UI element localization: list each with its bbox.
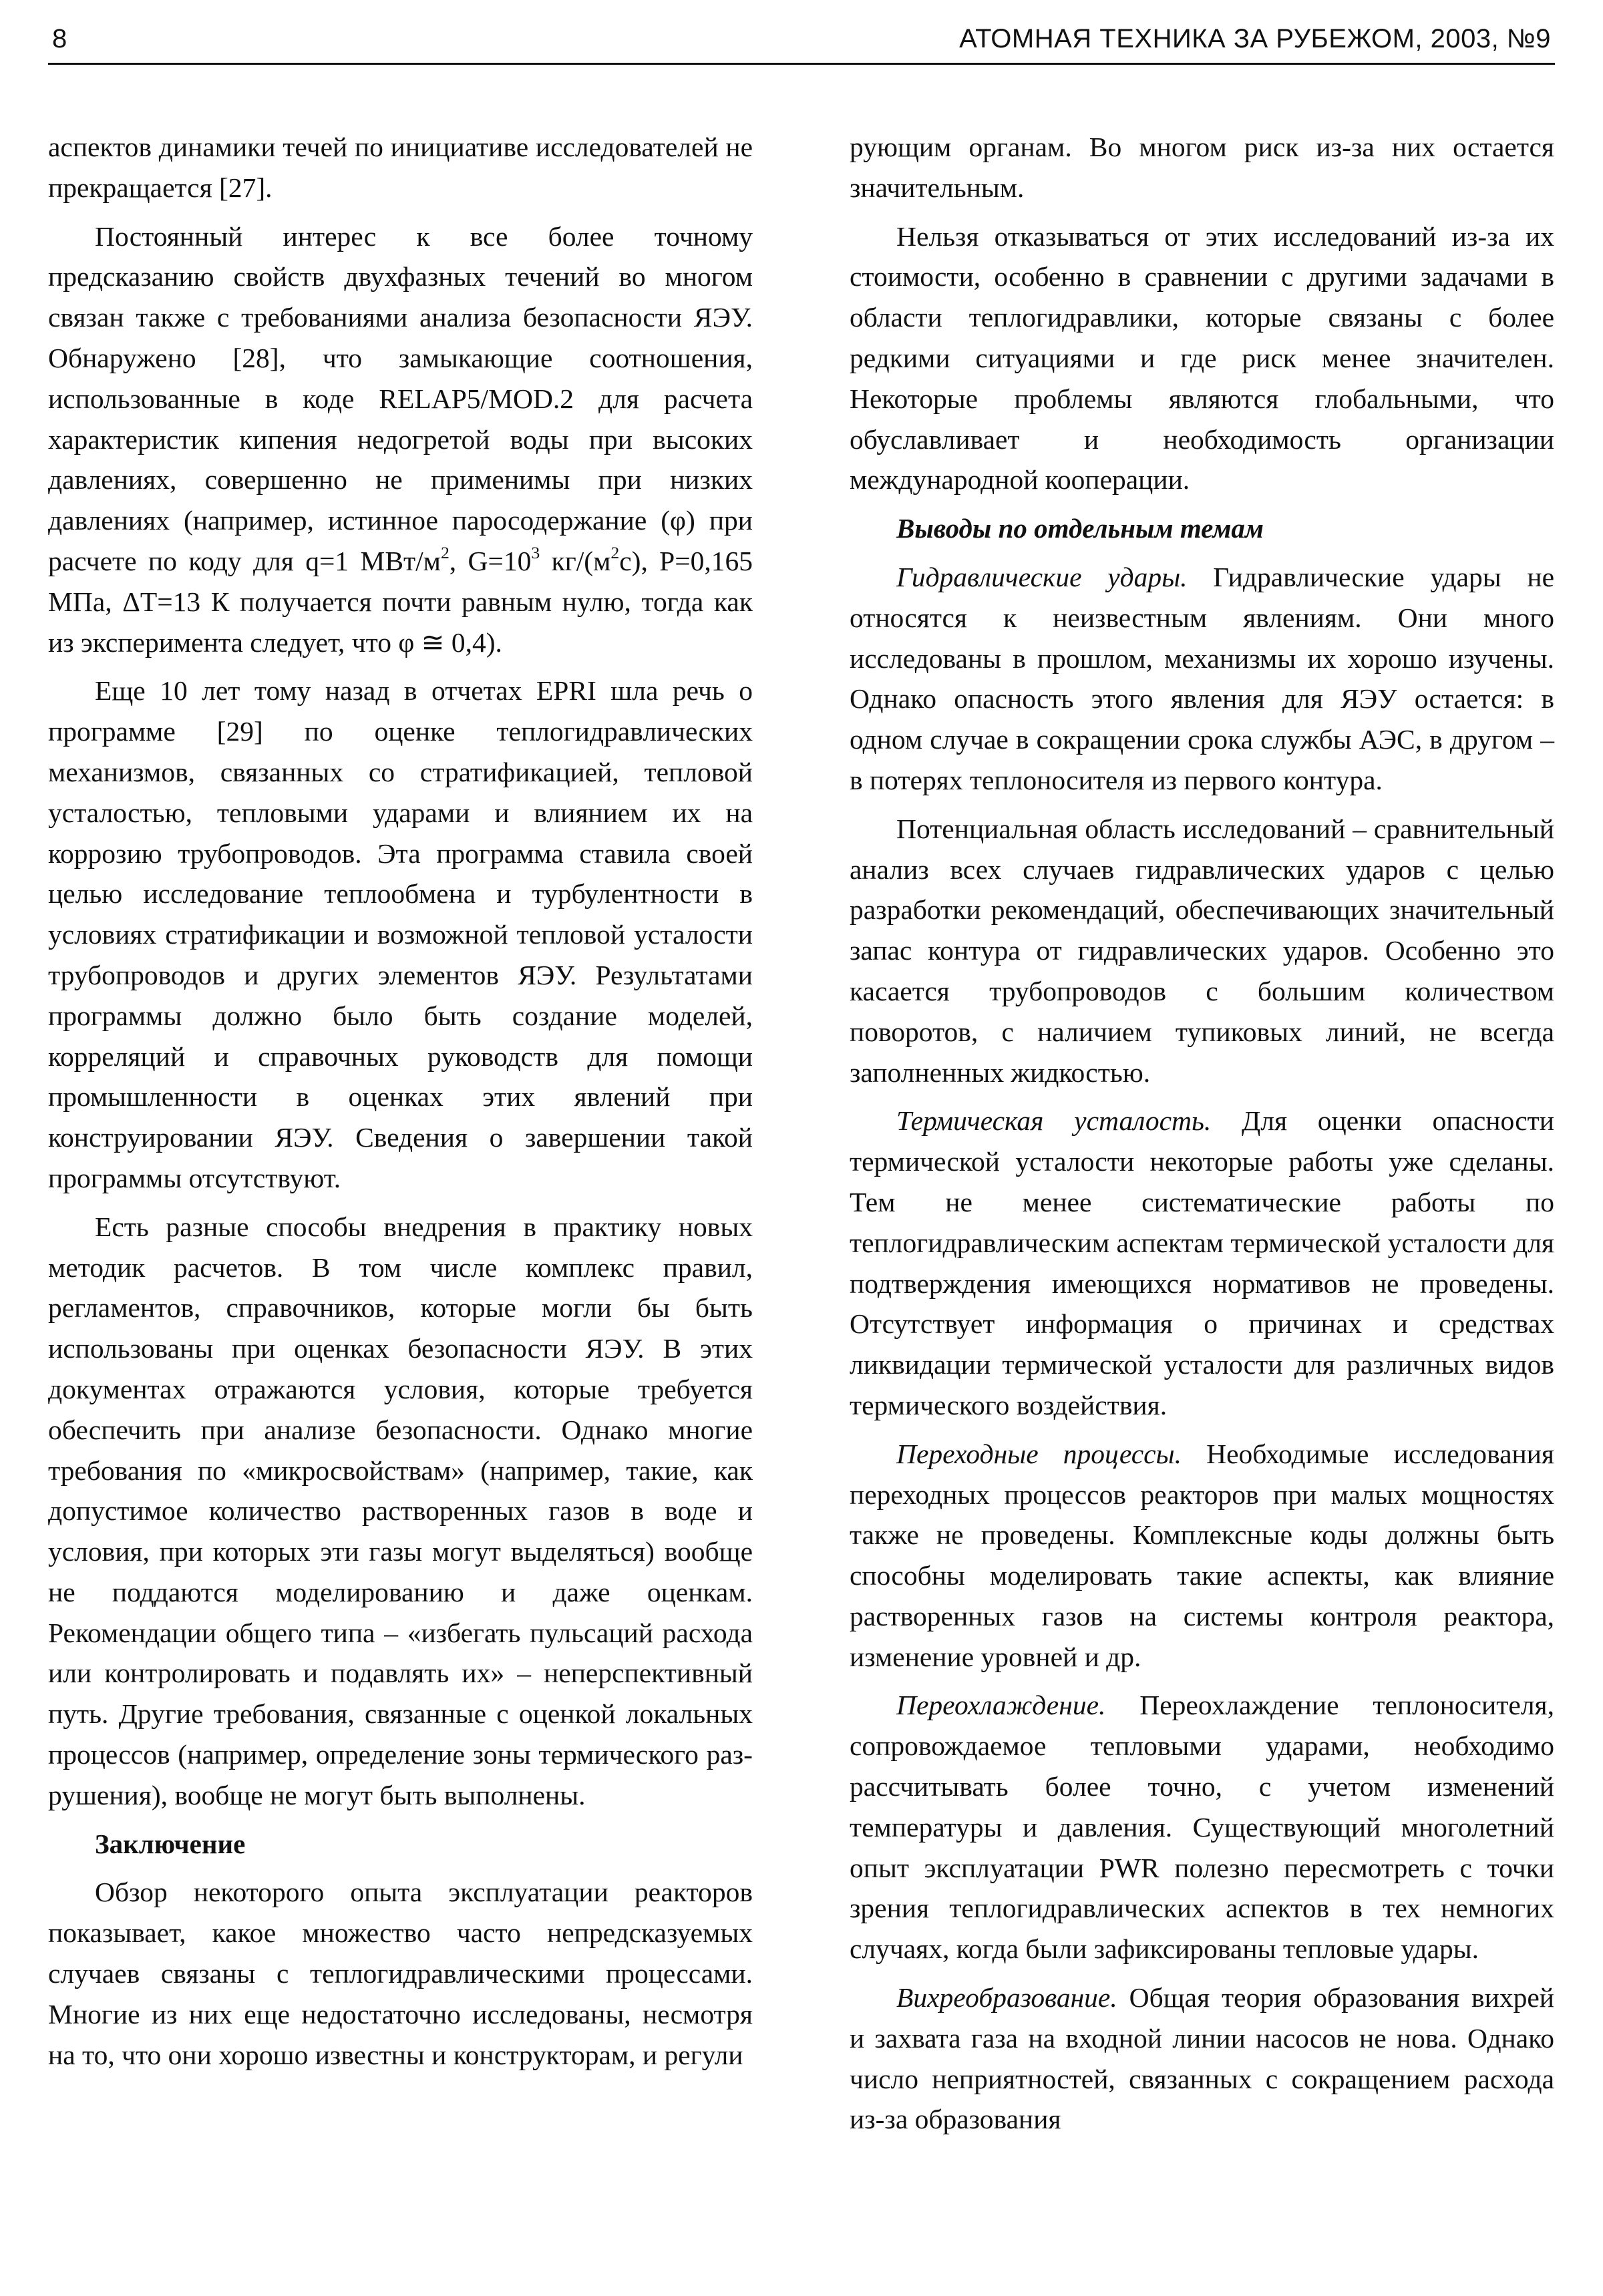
journal-title: АТОМНАЯ ТЕХНИКА ЗА РУБЕЖОМ, 2003, №9	[959, 24, 1551, 53]
run-in-title: Гидравлические удары.	[896, 561, 1188, 592]
right-column	[850, 127, 1554, 2148]
paragraph: Вихреобразование. Общая теория образования вихрей и захвата газа на входной линии насосов не нова. Однако число неприятностей, связанных с сокращением расхода из-за образования	[850, 1982, 1554, 2135]
page-header	[48, 20, 1555, 67]
run-in-title: Переходные процессы.	[896, 1438, 1182, 1469]
section-heading: Выводы по отдельным темам	[896, 513, 1264, 544]
section-heading: Заключение	[95, 1828, 246, 1859]
paragraph: Потенциальная область исследований – сравнительный анализ всех случаев гидравлических ударов с целью разработки рекомендаций, обеспечивающих значительный запас контура от гидравлических ударов. Особенно это касается трубопроводов с большим количеством поворотов, с наличием тупиковых линий, не всегда заполненных жидкостью.	[850, 813, 1554, 1088]
run-in-title: Термическая усталость.	[896, 1105, 1212, 1137]
paragraph: Нельзя отказываться от этих исследований из-за их стоимости, особенно в сравнении с другими задачами в области теплогидравлики, которые связаны с более редкими ситуациями и где риск менее значителен. Некоторые проблемы являются глобальными, что обуславливает и необходимость организации международной кооперации.	[850, 220, 1554, 496]
paragraph: Переохлаждение. Переохлаждение теплоносителя, сопровождаемое тепловыми ударами, необходимо рассчитывать более точно, с учетом изменений температуры и давления. Существующий многолетний опыт эксплуатации PWR полезно пересмотреть с точки зрения теплогидравлических аспектов в тех немногих случаях, когда были зафиксированы тепловые удары.	[850, 1690, 1554, 1965]
paragraph: Переходные процессы. Необходимые исследования переходных процессов реакторов при малых мощностях также не проведены. Комплексные коды должны быть способны моделировать такие аспекты, как влияние растворенных газов на системы контроля реактора, изменение уровней и др.	[850, 1438, 1554, 1672]
paragraph: Обзор некоторого опыта эксплуатации реакторов показывает, какое множество часто непредсказуемых случаев связаны с теплогидравлическими процессами. Многие из них еще недостаточно исследованы, несмотря на то, что они хорошо известны и конструкторам, и регули	[48, 1877, 753, 2070]
header-rule	[48, 63, 1555, 65]
paragraph: Постоянный интерес к все более точному предсказанию свойств двухфазных течений во многом связан также с требованиями анализа безопасности ЯЭУ. Обнаружено [28], что замыкающие соотношения, использованные в коде RELAP5/MOD.2 для расчета характеристик кипения недогретой воды при высоких давлениях, совершенно не применимы при низких давлениях (например, истинное паросодержание (φ) при расчете по коду для q=1 МВт/$м^2$, $G=10^3$ $кг/(м^2с)$, P=0,165 МПа, ΔT=13 К получается почти равным нулю, тогда как из эксперимента следует, что φ ≅ 0,4).	[48, 220, 753, 658]
paragraph: Еще 10 лет тому назад в отчетах EPRI шла речь о программе [29] по оценке теплогидравлических механизмов, связанных со стратификацией, тепловой усталостью, тепловыми ударами и влиянием их на коррозию трубопроводов. Эта программа ставила своей целью исследование теплообмена и турбулентности в условиях стратификации и возможной тепловой усталости трубопроводов и других элементов ЯЭУ. Результатами программы должно было быть создание моделей, корреляций и справочных руководств для помощи промышленности в оценках этих явлений при конструировании ЯЭУ. Сведения о завершении такой программы отсутствуют.	[48, 675, 753, 1193]
left-column	[48, 127, 753, 2083]
paragraph: Гидравлические удары. Гидравлические удары не относятся к неизвестным явлениям. Они много исследованы в прошлом, механизмы их хорошо изучены. Однако опасность этого явления для ЯЭУ остается: в одном случае в сокращении срока службы АЭС, в другом – в потерях теплоносителя из первого контура.	[850, 561, 1554, 795]
run-in-title: Вихреобразование.	[896, 1982, 1117, 2014]
page-number: 8	[52, 24, 67, 53]
paragraph: аспектов динамики течей по инициативе исследователей не прекращается [27].	[48, 132, 753, 203]
paragraph: Есть разные способы внедрения в практику новых методик расчетов. В том числе комплекс правил, регламентов, справочников, которые могли бы быть использованы при оценках безопасности ЯЭУ. В этих документах отражаются условия, которые требуется обеспечить при анализе безопасности. Однако многие требования по «микросвойствам» (например, такие, как допустимое количество растворенных газов в воде и условия, при которых эти газы могут выделяться) вообще не поддаются моделированию и даже оценкам. Рекомендации общего типа – «избегать пульсаций расхода или контролировать и подавлять их» – неперспективный путь. Другие требования, связанные с оценкой локальных процессов (например, определение зоны термического разрушения), вообще не могут быть выполнены.	[48, 1211, 753, 1810]
paragraph: Термическая усталость. Для оценки опасности термической усталости некоторые работы уже сделаны. Тем не менее систематические работы по теплогидравлическим аспектам термической усталости для подтверждения имеющихся нормативов не проведены. Отсутствует информация о причинах и средствах ликвидации термической усталости для различных видов термического воздействия.	[850, 1105, 1554, 1420]
run-in-title: Переохлаждение.	[896, 1690, 1106, 1721]
paragraph: рующим органам. Во многом риск из-за них остается значительным.	[850, 132, 1554, 203]
